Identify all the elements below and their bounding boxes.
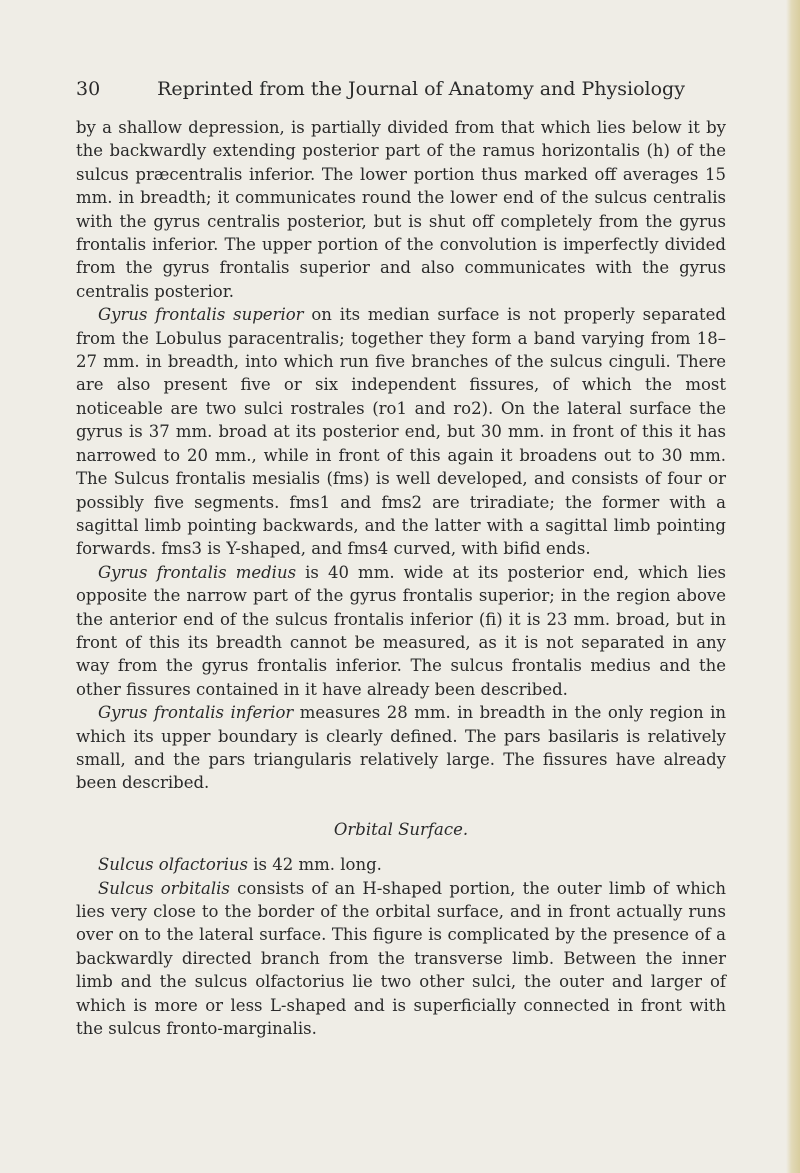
paragraph-body: is 42 mm. long. (248, 855, 382, 875)
paragraph-body: measures 28 mm. in breadth in the only region in which its upper boundary is clearly defined. The pars basilaris is relatively small, and the pars triangularis relatively large. The fissures have already been described. (76, 703, 727, 793)
page-header (76, 78, 726, 108)
paragraph-lead: Gyrus frontalis inferior (98, 703, 294, 723)
paragraph-lead: Gyrus frontalis superior (98, 305, 304, 325)
body-text (76, 116, 726, 1040)
paragraph-sulcus-orbitalis (76, 877, 726, 1041)
paragraph-lead: Sulcus orbitalis (98, 878, 230, 898)
paragraph-body: on its median surface is not properly separated from the Lobulus paracentralis; together they form a band varying from 18–27 mm. in breadth, into which run five branches of the sulcus cinguli. There are also present five or six independent fissures, of which the most noticeable are two sulci rostrales (ro1 and ro2). On the lateral surface the gyrus is 37 mm. broad at its posterior end, but 30 mm. in front of this it has narrowed to 20 mm., while in front of this again it broadens out to 30 mm. The Sulcus frontalis mesialis (fms) is well developed, and consists of four or possibly five segments. fms1 and fms2 are triradiate; the former with a sagittal limb pointing backwards, and the latter with a sagittal limb pointing forwards. fms3 is Y-shaped, and fms4 curved, with bifid ends. (76, 305, 726, 559)
paragraph-sulcus-olfactorius (76, 853, 726, 876)
paragraph-gyrus-frontalis-medius (76, 561, 726, 701)
paragraph-continued: by a shallow depression, is partially divided from that which lies below it by the backwardly extending posterior part of the ramus horizontalis (h) of the sulcus præcentralis inferior. The lower portion thus marked off averages 15 mm. in breadth; it communicates round the lower end of the sulcus centralis with the gyrus centralis posterior, but is shut off completely from the gyrus frontalis inferior. The upper portion of the convolution is imperfectly divided from the gyrus frontalis superior and also communicates with the gyrus centralis posterior. (76, 118, 726, 301)
paragraph-gyrus-frontalis-inferior (76, 701, 726, 795)
running-head: Reprinted from the Journal of Anatomy and Physiology (157, 78, 685, 100)
paragraph-body: is 40 mm. wide at its posterior end, which lies opposite the narrow part of the gyrus frontalis superior; in the region above the anterior end of the sulcus frontalis inferior (fi) it is 23 mm. broad, but in front of this its breadth cannot be measured, as it is not separated in any way from the gyrus frontalis inferior. The sulcus frontalis medius and the other fissures contained in it have already been described. (76, 562, 726, 699)
paragraph-lead: Gyrus frontalis medius (98, 562, 297, 582)
paragraph-body: consists of an H-shaped portion, the outer limb of which lies very close to the border of the orbital surface, and in front actually runs over on to the lateral surface. This figure is complicated by the presence of a backwardly directed branch from the transverse limb. Between the inner limb and the sulcus olfactorius lie two other sulci, the outer and larger of which is more or less L-shaped and is superficially connected in front with the sulcus fronto-marginalis. (76, 878, 727, 1039)
section-heading: Orbital Surface. (333, 819, 469, 839)
page-edge (786, 0, 800, 1173)
page-number: 30 (76, 78, 101, 100)
paragraph-lead: Sulcus olfactorius (98, 855, 249, 875)
paragraph-gyrus-frontalis-superior (76, 303, 726, 560)
